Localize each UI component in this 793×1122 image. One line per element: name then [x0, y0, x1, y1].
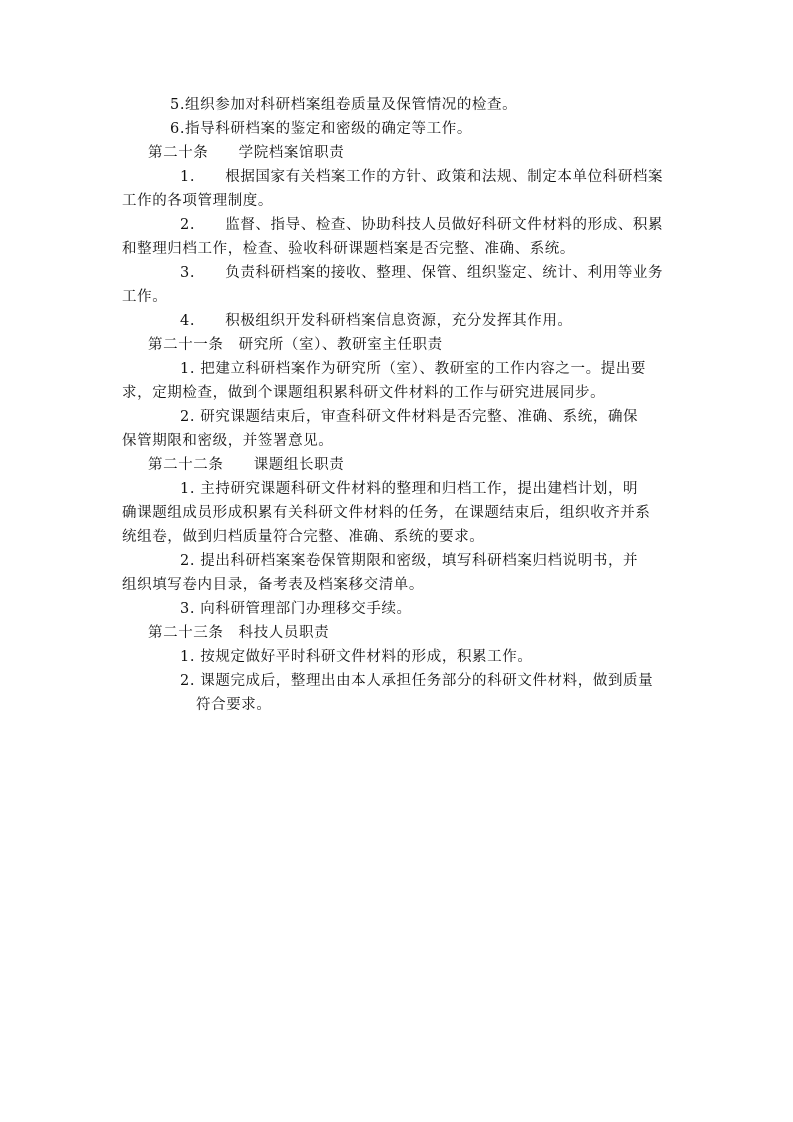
line-item: 2. 研究课题结束后，审查科研文件材料是否完整、准确、系统，确保	[180, 409, 639, 425]
line-item: 2. 提出科研档案案卷保管期限和密级，填写科研档案归档说明书，并	[180, 553, 639, 569]
line-item: 工作的各项管理制度。	[122, 193, 273, 209]
section-heading: 第二十三条 科技人员职责	[148, 625, 330, 641]
line-item: 求，定期检查，做到个课题组积累科研文件材料的工作与研究进展同步。	[122, 385, 606, 401]
line-item: 1. 根据国家有关档案工作的方针、政策和法规、制定本单位科研档案	[180, 169, 664, 185]
line-item: 3. 负责科研档案的接收、整理、保管、组织鉴定、统计、利用等业务	[180, 265, 664, 281]
line-item: 1. 把建立科研档案作为研究所（室）、教研室的工作内容之一。提出要	[180, 361, 646, 377]
line-item: 2. 监督、指导、检查、协助科技人员做好科研文件材料的形成、积累	[180, 217, 664, 233]
line-item: 3. 向科研管理部门办理移交手续。	[180, 601, 412, 617]
line-item: 4. 积极组织开发科研档案信息资源，充分发挥其作用。	[180, 313, 573, 329]
section-heading: 第二十二条 课题组长职责	[148, 457, 345, 473]
line-item: 组织填写卷内目录，备考表及档案移交清单。	[122, 577, 424, 593]
line-item: 1. 主持研究课题科研文件材料的整理和归档工作，提出建档计划，明	[180, 481, 639, 497]
section-heading: 第二十条 学院档案馆职责	[148, 145, 345, 161]
line-item: 和整理归档工作，检查、验收科研课题档案是否完整、准确、系统。	[122, 241, 575, 257]
line-item: 5.组织参加对科研档案组卷质量及保管情况的检查。	[170, 97, 518, 113]
line-item: 符合要求。	[196, 697, 272, 713]
line-item: 确课题组成员形成积累有关科研文件材料的任务，在课题结束后，组织收齐并系	[122, 505, 651, 521]
line-item: 2. 课题完成后，整理出由本人承担任务部分的科研文件材料，做到质量	[180, 673, 654, 689]
line-item: 统组卷，做到归档质量符合完整、准确、系统的要求。	[122, 529, 485, 545]
line-item: 1. 按规定做好平时科研文件材料的形成，积累工作。	[180, 649, 533, 665]
line-item: 6.指导科研档案的鉴定和密级的确定等工作。	[170, 121, 472, 137]
line-item: 工作。	[122, 289, 168, 305]
section-heading: 第二十一条 研究所（室）、教研室主任职责	[148, 337, 443, 353]
line-item: 保管期限和密级，并签署意见。	[122, 433, 334, 449]
